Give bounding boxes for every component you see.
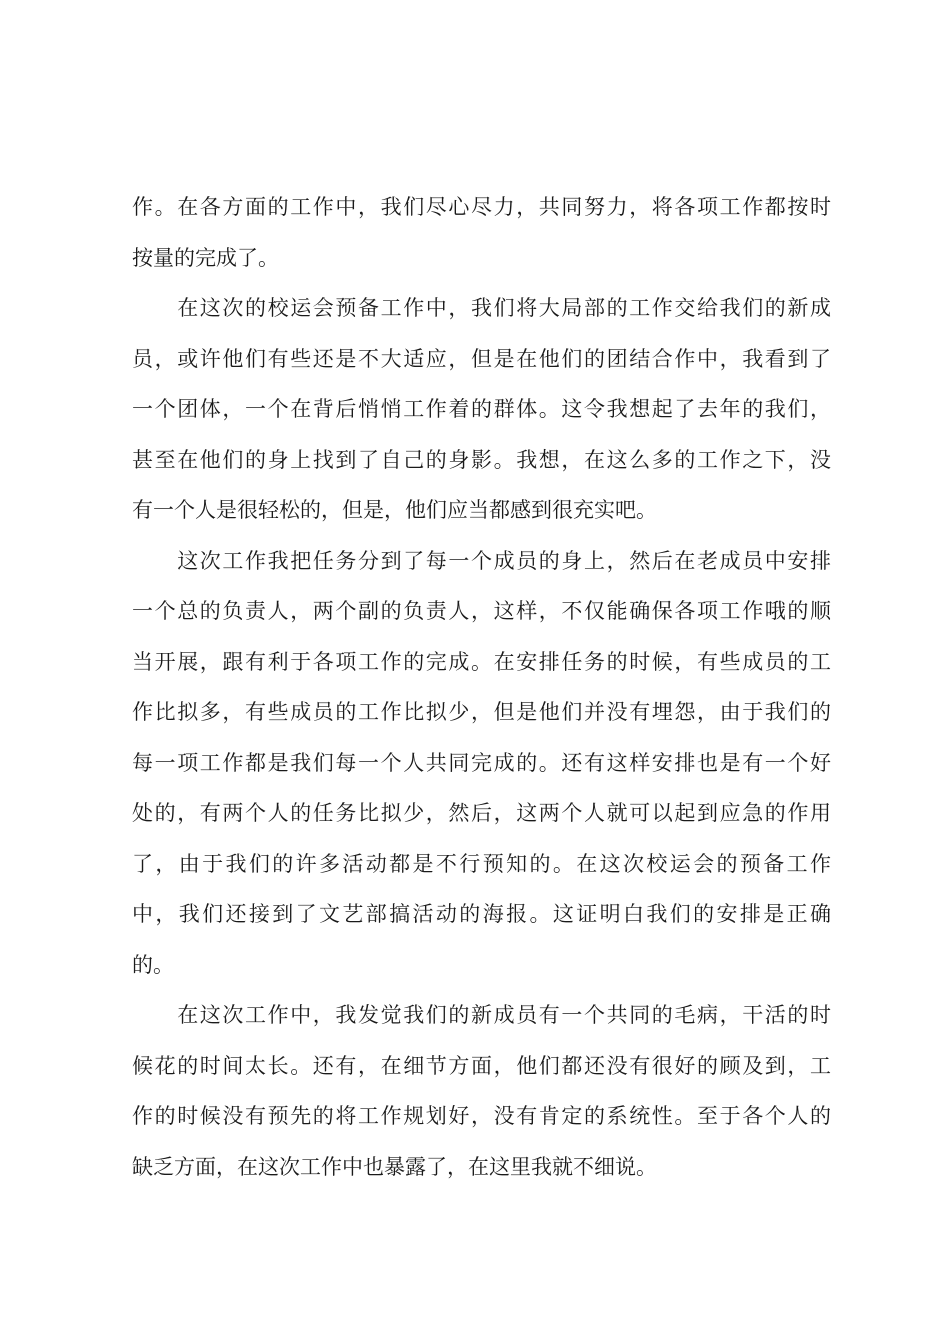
text-line: 的。 (132, 952, 174, 977)
text-line: 候花的时间太长。还有，在细节方面，他们都还没有很好的顾及到，工 (132, 1053, 831, 1078)
text-line: 一个总的负责人，两个副的负责人，这样，不仅能确保各项工作哦的顺 (132, 599, 831, 623)
text-line: 了，由于我们的许多活动都是不行预知的。在这次校运会的预备工作 (132, 851, 831, 876)
document-body (132, 182, 831, 1192)
text-line: 这次工作我把任务分到了每一个成员的身上，然后在老成员中安排 (132, 548, 831, 573)
paragraph-2 (132, 283, 831, 536)
text-line: 在这次的校运会预备工作中，我们将大局部的工作交给我们的新成 (132, 296, 831, 320)
text-line: 有一个人是很轻松的，但是，他们应当都感到很充实吧。 (132, 498, 657, 522)
paragraph-3 (132, 536, 831, 991)
paragraph-1 (132, 182, 831, 283)
text-line: 员，或许他们有些还是不大适应，但是在他们的团结合作中，我看到了 (132, 346, 831, 371)
text-line: 甚至在他们的身上找到了自己的身影。我想，在这么多的工作之下，没 (132, 447, 831, 472)
text-line: 每一项工作都是我们每一个人共同完成的。还有这样安排也是有一个好 (132, 750, 831, 775)
text-line: 缺乏方面，在这次工作中也暴露了，在这里我就不细说。 (132, 1154, 657, 1179)
paragraph-4 (132, 990, 831, 1192)
text-line: 作的时候没有预先的将工作规划好，没有肯定的系统性。至于各个人的 (132, 1104, 831, 1128)
text-line: 按量的完成了。 (132, 245, 279, 270)
text-line: 处的，有两个人的任务比拟少，然后，这两个人就可以起到应急的作用 (132, 801, 831, 825)
text-line: 一个团体，一个在背后悄悄工作着的群体。这令我想起了去年的我们， (132, 397, 831, 421)
text-line: 作比拟多，有些成员的工作比拟少，但是他们并没有埋怨，由于我们的 (132, 700, 831, 724)
text-line: 在这次工作中，我发觉我们的新成员有一个共同的毛病，干活的时 (132, 1003, 831, 1027)
text-line: 作。在各方面的工作中，我们尽心尽力，共同努力，将各项工作都按时 (132, 195, 831, 219)
text-line: 中，我们还接到了文艺部搞活动的海报。这证明白我们的安排是正确 (132, 902, 831, 926)
text-line: 当开展，跟有利于各项工作的完成。在安排任务的时候，有些成员的工 (132, 649, 831, 674)
